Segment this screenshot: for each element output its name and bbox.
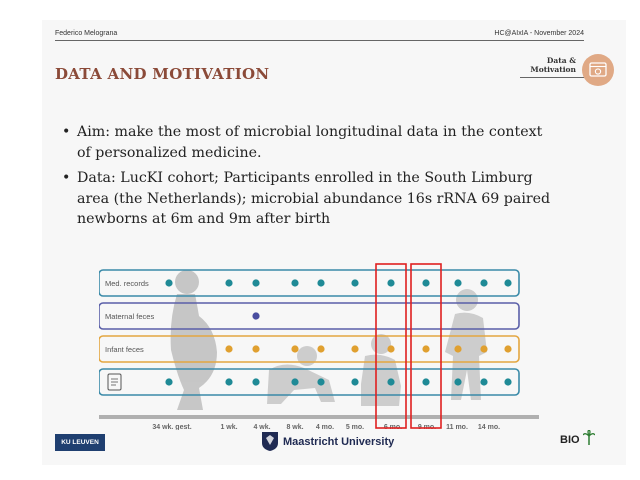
timeline-dot [422, 345, 429, 352]
timeline-dot [252, 345, 259, 352]
header-divider [55, 40, 584, 41]
timeline-tick-label: 4 wk. [253, 424, 271, 430]
timeline-dot [422, 378, 429, 385]
timeline-dot [351, 378, 358, 385]
timeline-dot [504, 345, 511, 352]
timeline-tick-label: 11 mo. [446, 424, 468, 430]
section-badge [530, 56, 576, 74]
timeline-dot [387, 378, 394, 385]
study-timeline [99, 260, 539, 430]
slide [42, 20, 626, 465]
timeline-dot [422, 279, 429, 286]
um-shield-icon [260, 430, 280, 452]
timeline-dot [291, 345, 298, 352]
timeline-dot [454, 279, 461, 286]
pregnant-woman-silhouette [171, 270, 217, 410]
timeline-dot [504, 279, 511, 286]
timeline-dot [317, 279, 324, 286]
timeline-dot [387, 345, 394, 352]
timeline-dot [225, 345, 232, 352]
badge-line-2: Motivation [530, 65, 576, 74]
timeline-dot [225, 279, 232, 286]
timeline-dot [454, 345, 461, 352]
timeline-dot [504, 378, 511, 385]
timeline-dot [252, 378, 259, 385]
bullet-list [62, 122, 552, 235]
ku-leuven-logo: KU LEUVEN [55, 434, 105, 451]
timeline-tick-label: 9 mo. [417, 424, 437, 430]
badge-line-1: Data & [546, 56, 576, 65]
bullet-aim: • Aim: make the most of microbial longitudinal data in the context of personalized medicine. [62, 122, 552, 163]
timeline-dot [225, 378, 232, 385]
timeline-tick-label: 1 wk. [220, 424, 238, 430]
timeline-row-label: Med. records [105, 279, 149, 288]
palm-tree-icon [583, 430, 595, 446]
bullet-data: • Data: LucKI cohort; Participants enrolled in the South Limburg area (the Netherlands); microbial abundance 16s rRNA 69 paired newborns at 6m and 9m after birth [62, 168, 552, 230]
timeline-dot [291, 279, 298, 286]
timeline-tick-label: 5 mo. [345, 424, 365, 430]
timeline-dot [480, 378, 487, 385]
author-name: Federico Melograna [55, 30, 118, 37]
badge-divider [520, 77, 588, 78]
clipboard-icon [108, 374, 121, 390]
maastricht-text: Maastricht University [283, 436, 395, 448]
timeline-dot [480, 279, 487, 286]
timeline-tick-label: 4 mo. [315, 424, 335, 430]
slide-title: DATA AND MOTIVATION [55, 65, 270, 83]
timeline-dot [291, 378, 298, 385]
timeline-dot [351, 345, 358, 352]
timeline-tick-label: 8 wk. [286, 424, 304, 430]
timeline-dot [317, 345, 324, 352]
timeline-dot [454, 378, 461, 385]
timeline-dot [252, 279, 259, 286]
badge-circle [582, 54, 614, 86]
timeline-dot [165, 378, 172, 385]
timeline-tick-label: 6 mo. [383, 424, 403, 430]
timeline-tick-label: 34 wk. gest. [152, 424, 192, 430]
timeline-row-label: Infant feces [105, 345, 144, 354]
timeline-dot [387, 279, 394, 286]
timeline-dot [252, 312, 259, 319]
timeline-dot [351, 279, 358, 286]
timeline-row-label: Maternal feces [105, 312, 155, 321]
maastricht-logo [257, 430, 417, 454]
timeline-dot [480, 345, 487, 352]
screen-icon [589, 62, 607, 78]
timeline-tick-label: 14 mo. [477, 424, 501, 430]
timeline-dot [317, 378, 324, 385]
bio-text: BIO [560, 434, 580, 446]
bio-logo [560, 430, 595, 446]
timeline-dot [165, 279, 172, 286]
event-name: HC@AIxIA - November 2024 [494, 30, 584, 37]
